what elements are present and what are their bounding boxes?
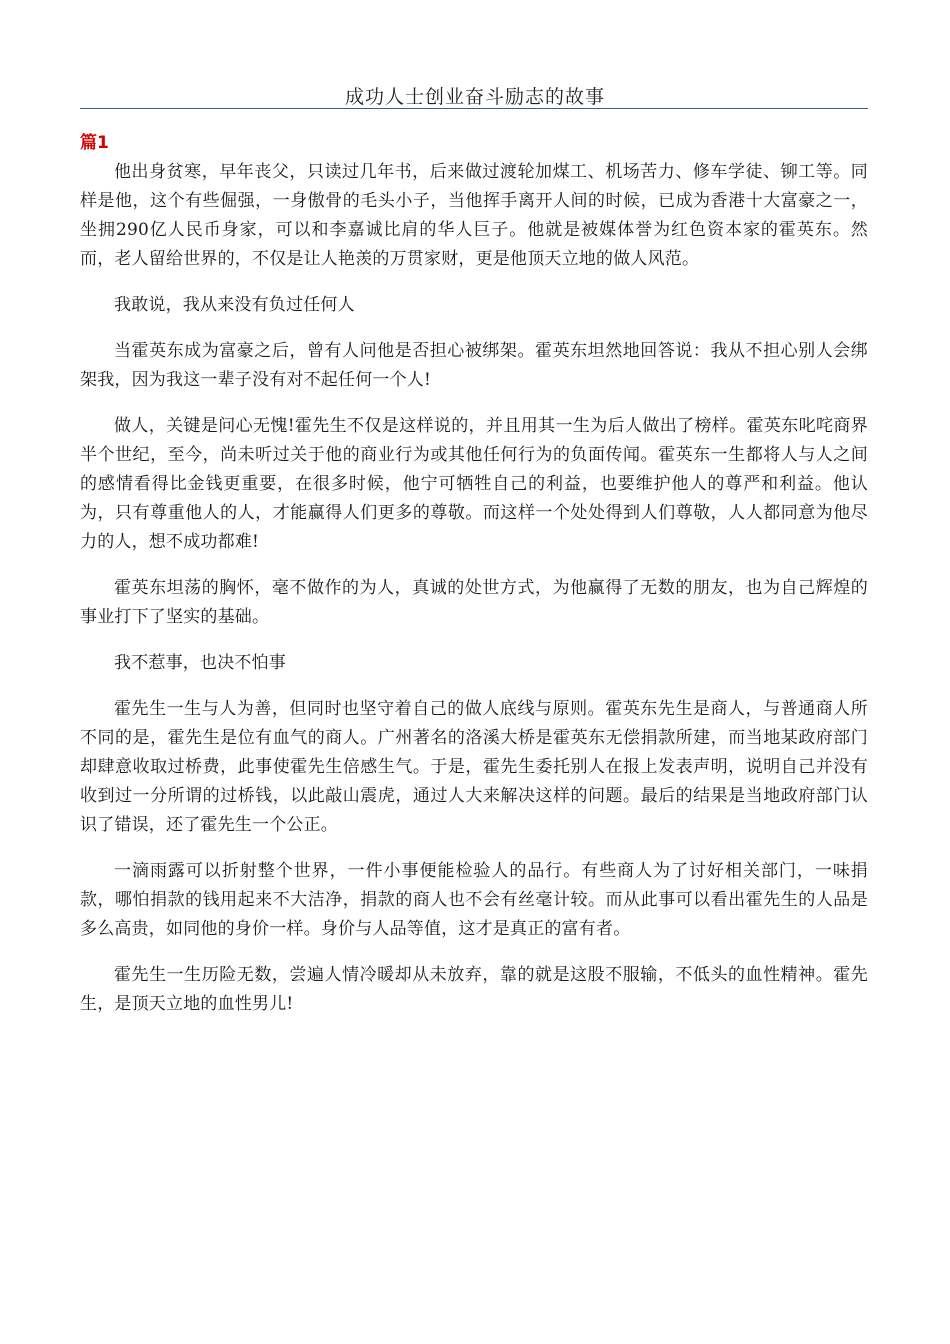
document-title: 成功人士创业奋斗励志的故事 [344,86,605,108]
paragraph-friends: 霍英东坦荡的胸怀，毫不做作的为人，真诚的处世方式，为他赢得了无数的朋友，也为自己辉煌的事业打下了坚实的基础。 [80,578,868,627]
paragraph-spirit: 霍先生一生历险无数，尝遍人情冷暖却从未放弃，靠的就是这股不服输，不低头的血性精神。霍先生，是顶天立地的血性男儿! [80,965,868,1014]
title-divider [80,108,868,109]
paragraph-bridge-toll: 霍先生一生与人为善，但同时也坚守着自己的做人底线与原则。霍英东先生是商人，与普通商人所不同的是，霍先生是位有血气的商人。广州著名的洛溪大桥是霍英东无偿捐款所建，而当地某政府部门却肆意收取过桥费，此事使霍先生倍感生气。于是，霍先生委托别人在报上发表声明，说明自己并没有收到过一分所谓的过桥钱，以此敲山震虎，通过人大来解决这样的问题。最后的结果是当地政府部门认识了错误，还了霍先生一个公正。 [80,699,868,835]
paragraph-character: 一滴雨露可以折射整个世界，一件小事便能检验人的品行。有些商人为了讨好相关部门，一味捐款，哪怕捐款的钱用起来不大洁净，捐款的商人也不会有丝毫计较。而从此事可以看出霍先生的人品是多么高贵，如同他的身价一样。身价与人品等值，这才是真正的富有者。 [80,861,868,939]
section-label: 篇1 [80,133,109,153]
paragraph-kidnap-question: 当霍英东成为富豪之后，曾有人问他是否担心被绑架。霍英东坦然地回答说：我从不担心别人会绑架我，因为我这一辈子没有对不起任何一个人! [80,341,868,390]
subheading-never-wronged: 我敢说，我从来没有负过任何人 [114,295,355,315]
article-body [80,158,868,1036]
subheading-not-afraid: 我不惹事，也决不怕事 [114,653,286,673]
paragraph-clear-conscience: 做人，关键是问心无愧!霍先生不仅是这样说的，并且用其一生为后人做出了榜样。霍英东叱咤商界半个世纪，至今，尚未听过关于他的商业行为或其他任何行为的负面传闻。霍英东一生都将人与人之间的感情看得比金钱更重要，在很多时候，他宁可牺牲自己的利益，也要维护他人的尊严和利益。他认为，只有尊重他人的人，才能赢得人们更多的尊敬。而这样一个处处得到人们尊敬，人人都同意为他尽力的人，想不成功都难! [80,416,868,552]
paragraph-intro: 他出身贫寒，早年丧父，只读过几年书，后来做过渡轮加煤工、机场苦力、修车学徒、铆工等。同样是他，这个有些倔强，一身傲骨的毛头小子，当他挥手离开人间的时候，已成为香港十大富豪之一，坐拥290亿人民币身家，可以和李嘉诚比肩的华人巨子。他就是被媒体誉为红色资本家的霍英东。然而，老人留给世界的，不仅是让人艳羡的万贯家财，更是他顶天立地的做人风范。 [80,162,868,269]
